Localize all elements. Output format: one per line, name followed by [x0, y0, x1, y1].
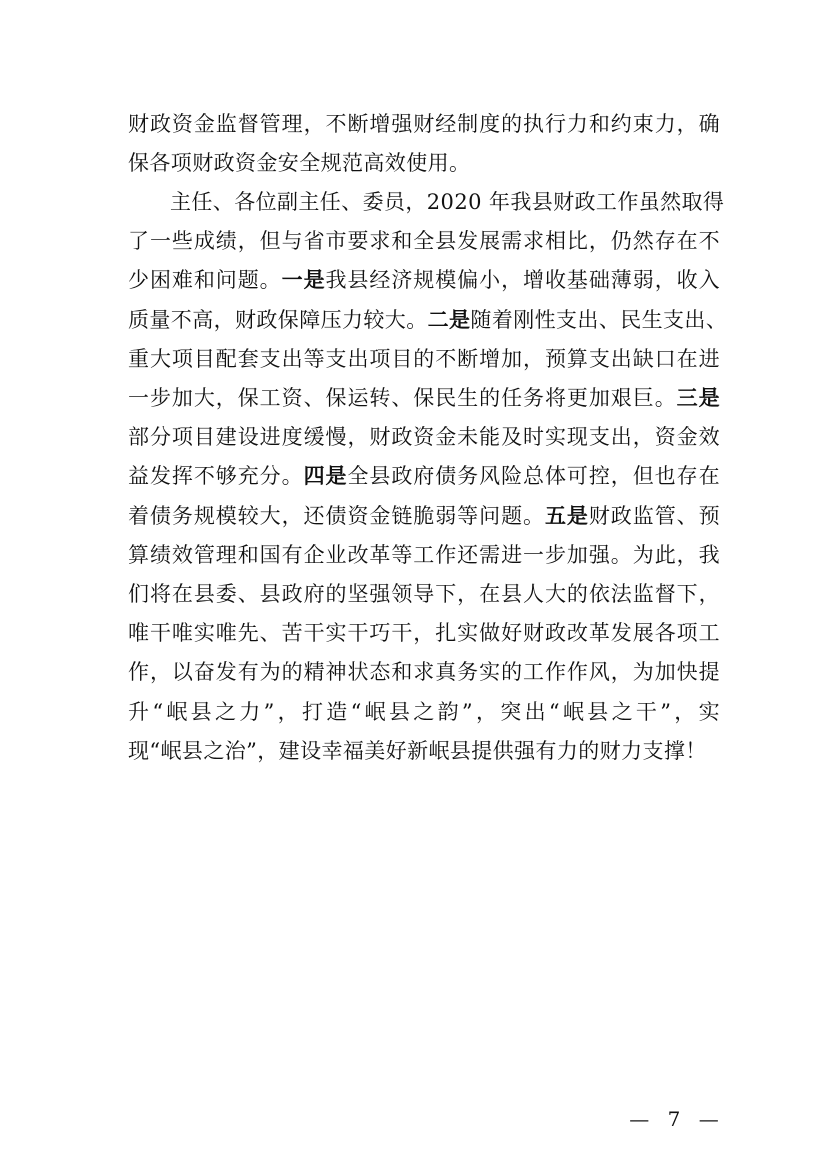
text-segment: 少困难和问题。: [128, 268, 282, 292]
text-segment: 唯干唯实唯先、苦干实干巧干，扎实做好财政改革发展各项工: [128, 621, 720, 645]
text-segment: 一步加大，保工资、保运转、保民生的任务将更加艰巨。: [128, 386, 677, 410]
text-line: 财政资金监督管理，不断增强财经制度的执行力和约束力，确: [128, 112, 720, 136]
bold-marker: 五是: [544, 503, 589, 528]
text-line: [170, 182, 725, 222]
text-segment: 们将在县委、县政府的坚强领导下，在县人大的依法监督下，: [128, 582, 720, 606]
text-segment: 我县经济规模偏小，增收基础薄弱，收入: [325, 268, 720, 292]
text-segment: 算绩效管理和国有企业改革等工作还需进一步加强。为此，我: [128, 543, 720, 567]
text-segment: 随着刚性支出、民生支出、: [470, 308, 728, 332]
text-segment: 了一些成绩，但与省市要求和全县发展需求相比，仍然存在不: [128, 229, 720, 253]
text-line: [128, 652, 720, 692]
text-segment: 着债务规模较大，还债资金链脆弱等问题。: [128, 504, 545, 528]
text-segment: 益发挥不够充分。: [128, 464, 304, 488]
text-line: [128, 221, 720, 261]
text-line: [128, 456, 720, 496]
text-line: [128, 260, 720, 300]
text-segment: 部分项目建设进度缓慢，财政资金未能及时实现支出，资金效: [128, 425, 720, 449]
text-line: [128, 417, 720, 457]
bold-marker: 四是: [303, 463, 348, 488]
bold-marker: 二是: [427, 307, 471, 332]
text-segment: 质量不高，财政保障压力较大。: [128, 308, 428, 332]
bold-marker: 一是: [281, 267, 326, 292]
text-line: [128, 731, 720, 771]
text-line: [128, 535, 720, 575]
text-segment: 重大项目配套支出等支出项目的不断增加，预算支出缺口在进: [128, 347, 720, 371]
text-segment: 主任、各位副主任、委员，2020 年我县财政工作虽然取得: [170, 190, 725, 214]
text-segment: 升“岷县之力”，打造“岷县之韵”，突出“岷县之干”，实: [128, 700, 720, 724]
text-line: [128, 496, 720, 536]
page-number: — 7 —: [629, 1107, 725, 1131]
text-line: [128, 613, 720, 653]
text-segment: 全县政府债务风险总体可控，但也存在: [347, 464, 720, 488]
bold-marker: 三是: [676, 385, 720, 410]
text-line: [128, 300, 728, 340]
text-line: 保各项财政资金安全规范高效使用。: [128, 151, 471, 175]
text-segment: 现“岷县之治”，建设幸福美好新岷县提供强有力的财力支撑！: [128, 739, 707, 763]
text-line: [128, 574, 720, 614]
text-segment: 财政监管、预: [588, 504, 720, 528]
text-line: [128, 692, 720, 732]
text-segment: 作，以奋发有为的精神状态和求真务实的工作作风，为加快提: [128, 660, 720, 684]
text-line: [128, 378, 720, 418]
text-line: [128, 339, 720, 379]
